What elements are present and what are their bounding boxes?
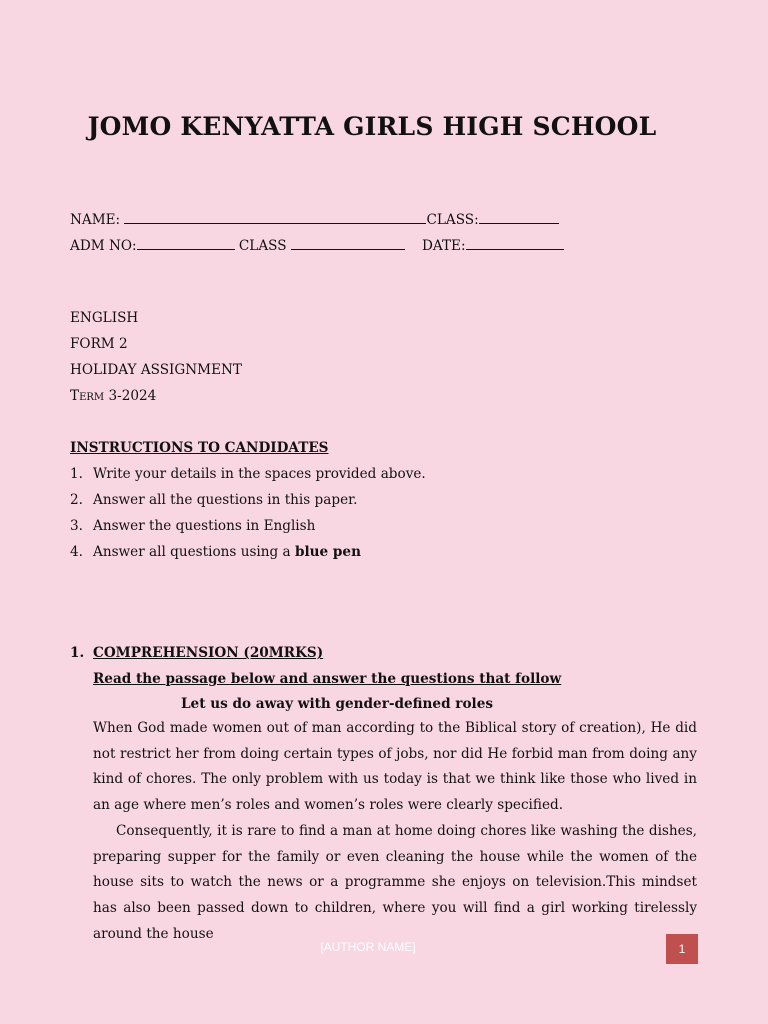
section-number: 1. <box>70 645 85 661</box>
section-subheading: Read the passage below and answer the questions that follow <box>93 671 562 687</box>
instruction-number: 4. <box>70 544 83 560</box>
passage-paragraph-1: When God made women out of man according to the Biblical story of creation), He did not restrict her from doing certain types of jobs, nor did He forbid man from doing any kind of chores. The only problem with us today is that we think like those who lived in an age where men’s roles and women’s roles were clearly specified. <box>93 720 697 814</box>
instruction-text: Answer all the questions in this paper. <box>93 492 358 508</box>
date-blank[interactable] <box>466 237 564 250</box>
name-label: NAME: <box>70 212 121 228</box>
instruction-text <box>93 543 361 561</box>
class2-blank[interactable] <box>291 237 405 250</box>
section-heading: COMPREHENSION (20MRKS) <box>93 645 324 661</box>
adm-blank[interactable] <box>137 237 235 250</box>
class2-label: CLASS <box>238 238 287 254</box>
footer-author: [AUTHOR NAME] <box>320 940 416 954</box>
class-label: CLASS: <box>426 212 479 228</box>
date-row <box>422 237 564 255</box>
class-blank[interactable] <box>479 211 559 224</box>
instruction-number: 3. <box>70 518 83 534</box>
instruction-text: Answer the questions in English <box>93 518 316 534</box>
school-title: JOMO KENYATTA GIRLS HIGH SCHOOL <box>87 112 657 141</box>
passage-title: Let us do away with gender-defined roles <box>181 696 493 712</box>
instruction-text-plain: Answer all questions using a <box>93 544 295 560</box>
instruction-number: 2. <box>70 492 83 508</box>
term: Term 3-2024 <box>70 388 157 404</box>
assignment: HOLIDAY ASSIGNMENT <box>70 362 242 378</box>
adm-class-date-row <box>70 237 405 255</box>
instruction-number: 1. <box>70 466 83 482</box>
passage-paragraph-2: Consequently, it is rare to find a man at home doing chores like washing the dishes, preparing supper for the family or even cleaning the house while the women of the house sits to watch the news or a programme she enjoys on television.This mindset has also been passed down to children, where you will find a girl working tirelessly around the house <box>93 823 697 942</box>
instruction-text: Write your details in the spaces provided above. <box>93 466 426 482</box>
name-blank[interactable] <box>124 211 426 224</box>
name-class-row <box>70 211 559 229</box>
form: FORM 2 <box>70 336 128 352</box>
instruction-text-bold: blue pen <box>294 544 361 560</box>
date-label: DATE: <box>422 238 466 254</box>
adm-label: ADM NO: <box>70 238 137 254</box>
page-number: 1 <box>666 934 698 964</box>
instructions-heading: INSTRUCTIONS TO CANDIDATES <box>70 440 329 456</box>
subject: ENGLISH <box>70 310 139 326</box>
